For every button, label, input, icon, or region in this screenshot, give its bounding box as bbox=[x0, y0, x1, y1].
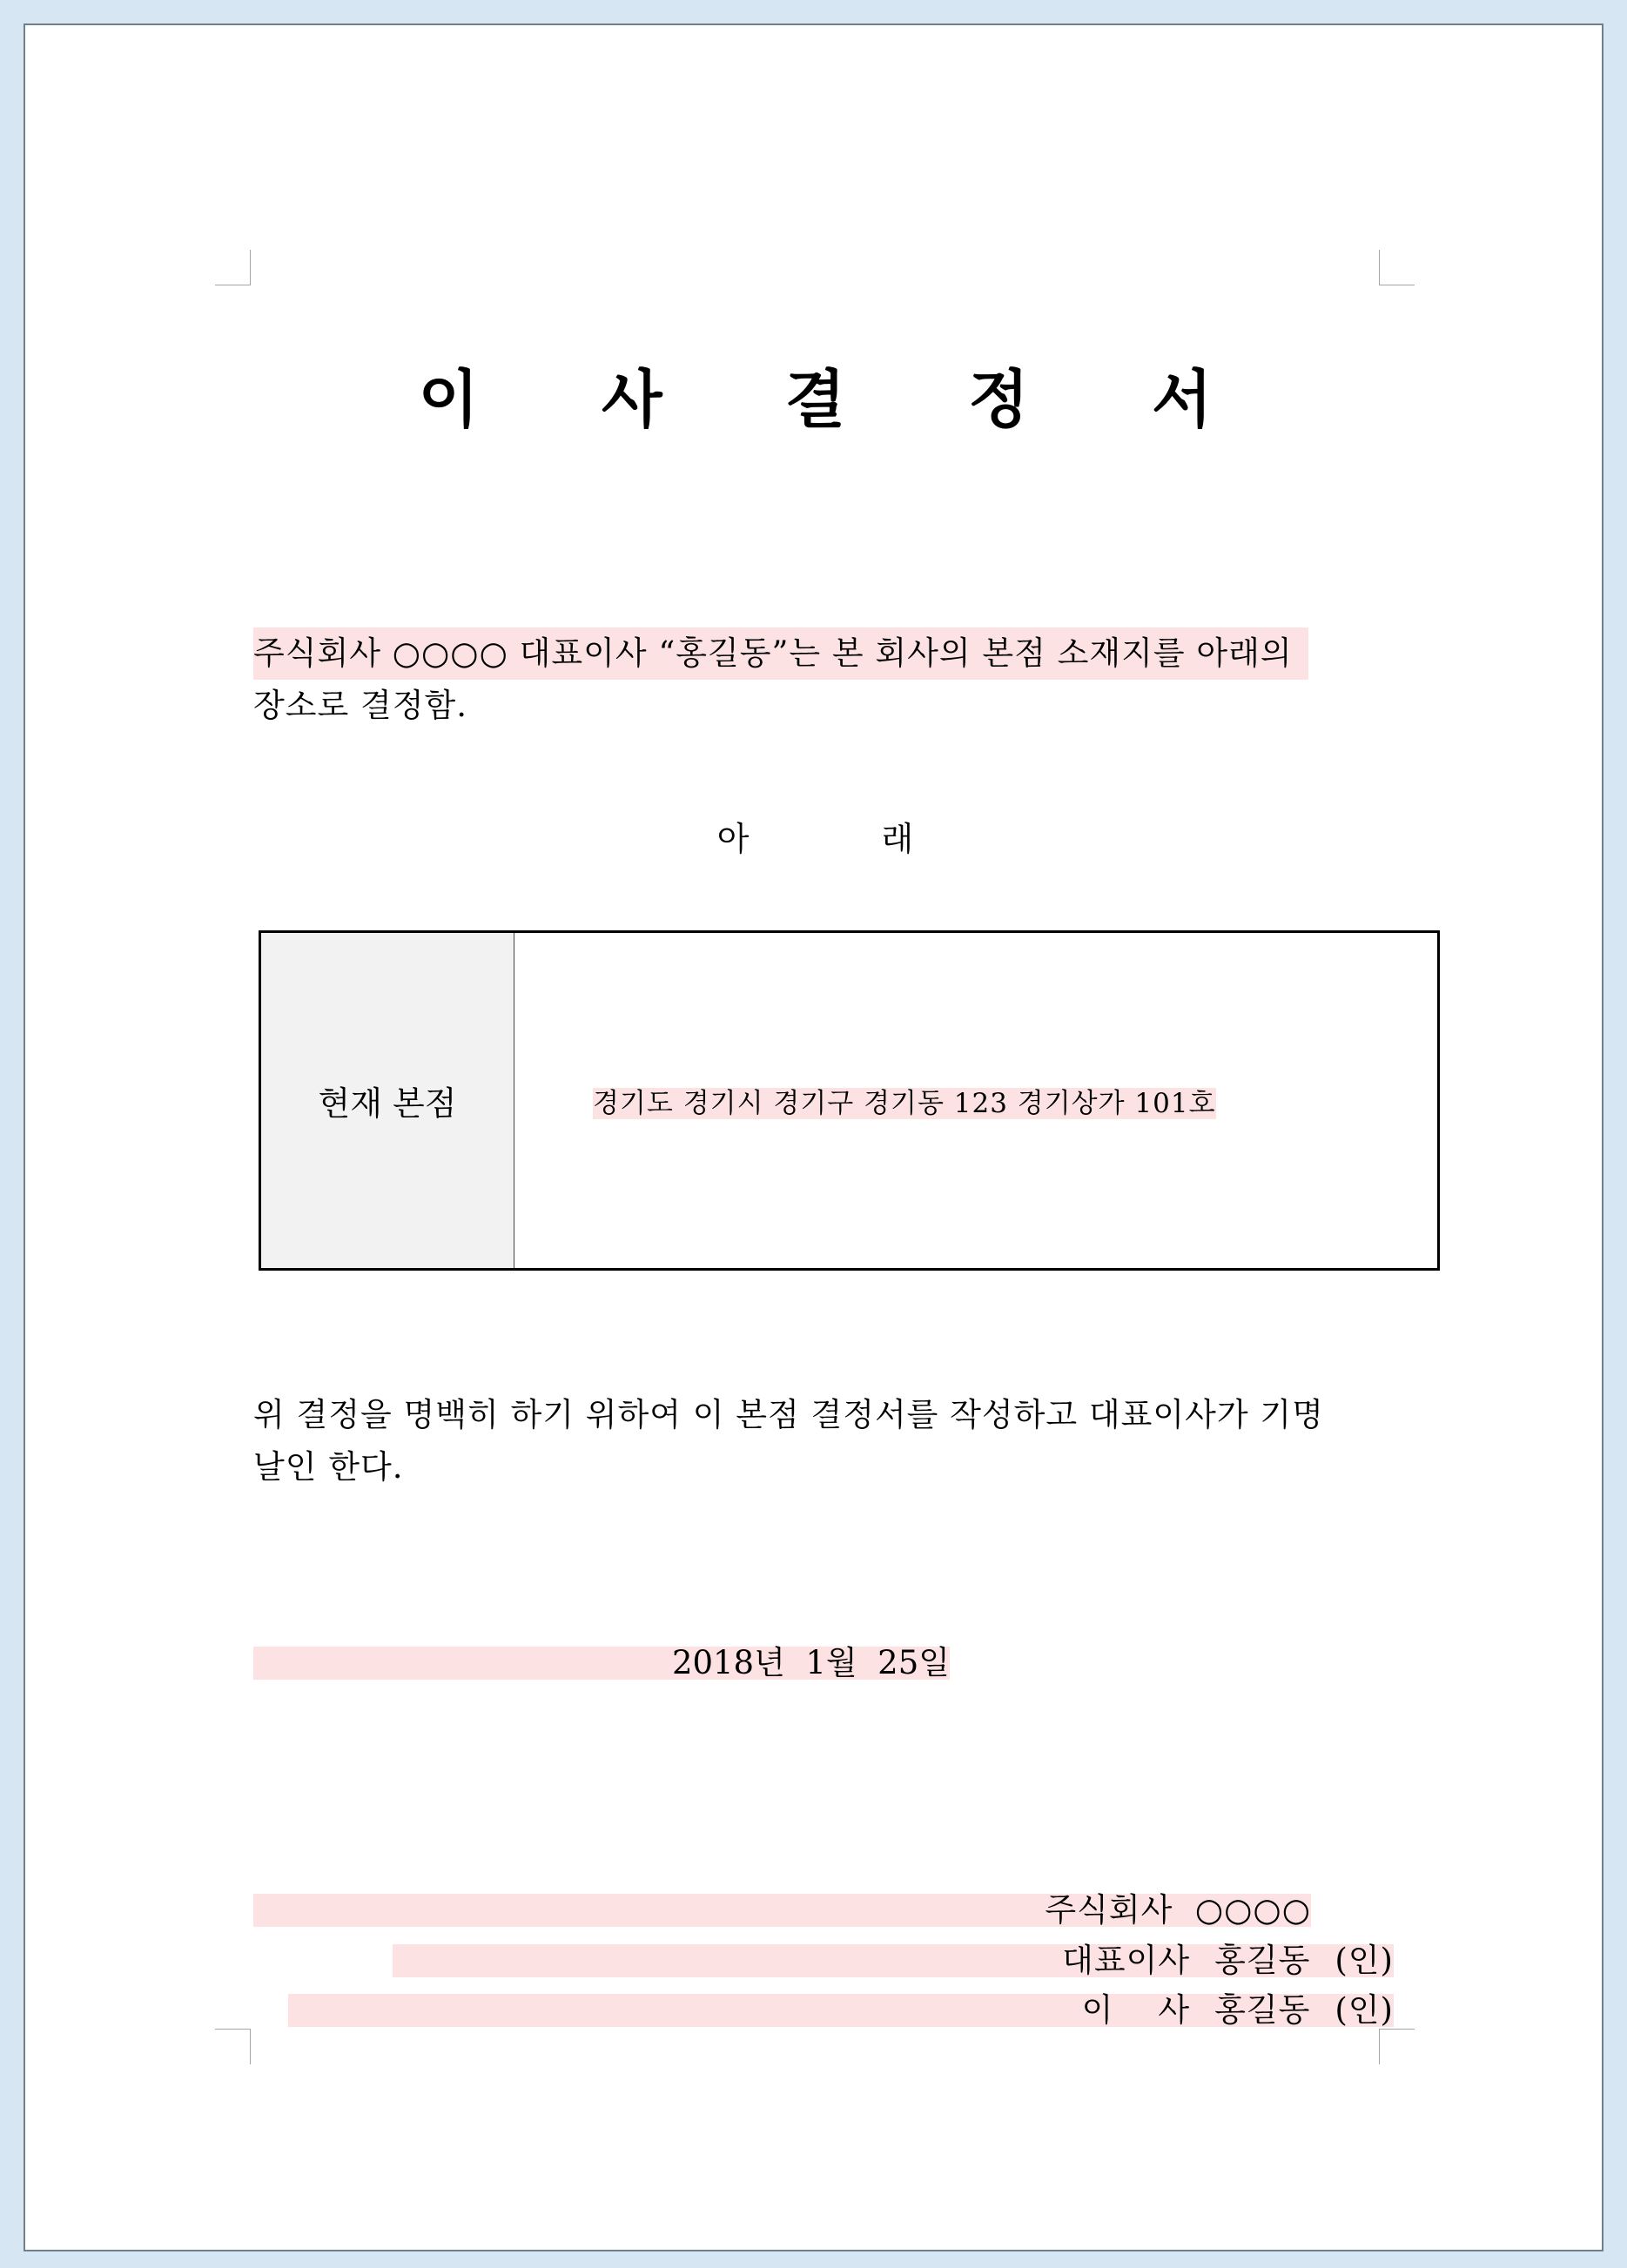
signature-director bbox=[288, 1991, 1394, 2029]
crop-mark-bottom-left bbox=[215, 2029, 251, 2064]
closing-paragraph bbox=[253, 1389, 1420, 1493]
signature-ceo bbox=[393, 1944, 1394, 1977]
intro-line-2: 장소로 결정함. bbox=[253, 687, 467, 724]
document-date bbox=[253, 1644, 950, 1681]
document-page bbox=[24, 23, 1603, 2251]
director-name: 홍길동 bbox=[1214, 1991, 1311, 2029]
address-value: 경기도 경기시 경기구 경기동 123 경기상가 101호 bbox=[593, 1088, 1216, 1119]
table-value-cell bbox=[514, 932, 1439, 1270]
notice-left: 아 bbox=[716, 820, 750, 858]
date-text: 2018년 1월 25일 bbox=[671, 1644, 950, 1681]
notice-heading bbox=[25, 813, 1605, 865]
notice-right: 래 bbox=[881, 820, 914, 858]
crop-mark-bottom-right bbox=[1379, 2029, 1415, 2064]
document-title: 이 사 결 정 서 bbox=[418, 362, 1263, 436]
company-name: 주식회사 ○○○○ bbox=[1045, 1891, 1311, 1929]
address-table bbox=[259, 930, 1440, 1271]
crop-mark-top-right bbox=[1379, 250, 1415, 285]
signature-company bbox=[253, 1891, 1311, 1929]
table-label-cell: 현재 본점 bbox=[260, 932, 514, 1270]
ceo-seal: (인) bbox=[1335, 1942, 1394, 1979]
director-title: 이 사 bbox=[1081, 1991, 1191, 2029]
director-seal: (인) bbox=[1335, 1991, 1394, 2029]
closing-line-2: 날인 한다. bbox=[253, 1448, 404, 1486]
crop-mark-top-left bbox=[215, 250, 251, 285]
ceo-title: 대표이사 bbox=[1062, 1942, 1191, 1979]
intro-line-1: 주식회사 ○○○○ 대표이사 “홍길동”는 본 회사의 본점 소재지를 아래의 bbox=[253, 627, 1308, 680]
closing-line-1: 위 결정을 명백히 하기 위하여 이 본점 결정서를 작성하고 대표이사가 기명 bbox=[253, 1396, 1324, 1433]
ceo-name: 홍길동 bbox=[1214, 1942, 1311, 1979]
intro-paragraph bbox=[253, 627, 1420, 732]
